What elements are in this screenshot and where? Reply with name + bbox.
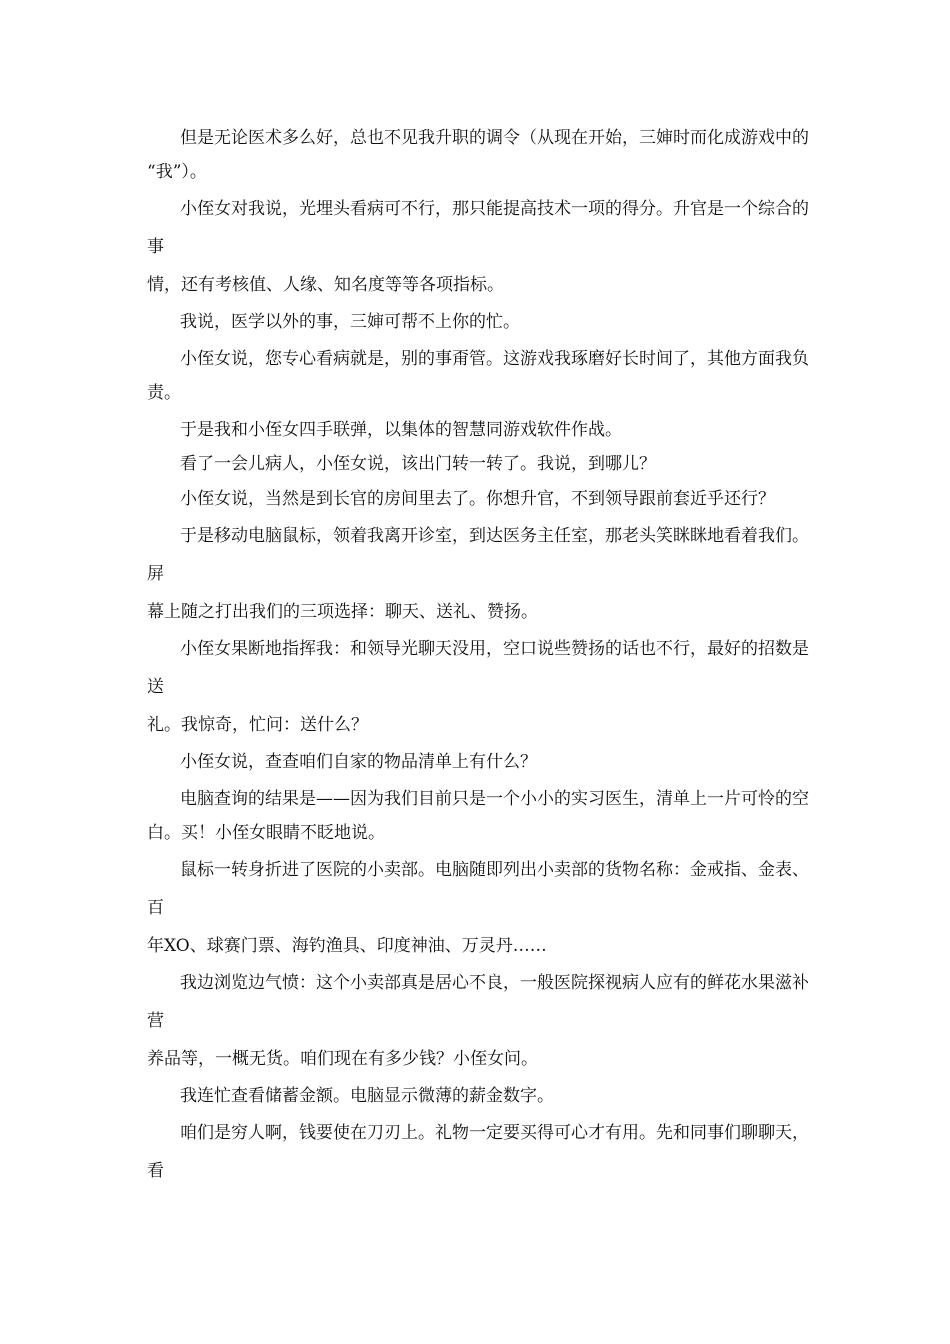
text-line: 鼠标一转身折进了医院的小卖部。电脑随即列出小卖部的货物名称：金戒指、金表、 xyxy=(180,860,809,880)
text-line: 我说，医学以外的事，三婶可帮不上你的忙。 xyxy=(180,312,520,332)
text-line: 我边浏览边气愤：这个小卖部真是居心不良，一般医院探视病人应有的鲜花水果滋补 xyxy=(180,973,809,993)
text-line: 小侄女果断地指挥我：和领导光聊天没用，空口说些赞扬的话也不行，最好的招数是 xyxy=(180,639,809,659)
text-line: 小侄女说，当然是到长官的房间里去了。你想升官，不到领导跟前套近乎还行？ xyxy=(180,489,775,509)
text-line: 屏 xyxy=(147,564,164,584)
text-line: 养品等，一概无货。咱们现在有多少钱？小侄女问。 xyxy=(147,1049,538,1069)
text-line: 看了一会儿病人，小侄女说，该出门转一转了。我说，到哪儿？ xyxy=(180,454,656,474)
text-line: 幕上随之打出我们的三项选择：聊天、送礼、赞扬。 xyxy=(147,602,538,622)
text-line: 电脑查询的结果是——因为我们目前只是一个小小的实习医生，清单上一片可怜的空 xyxy=(180,789,809,809)
text-line: 看 xyxy=(147,1161,164,1181)
text-line: 礼。我惊奇，忙问：送什么？ xyxy=(147,715,368,735)
text-line: 但是无论医术多么好，总也不见我升职的调令（从现在开始，三婶时而化成游戏中的 xyxy=(180,128,809,148)
text-line: “我”）。 xyxy=(147,162,207,182)
text-line: 于是我和小侄女四手联弹，以集体的智慧同游戏软件作战。 xyxy=(180,420,622,440)
text-line: 百 xyxy=(147,898,164,918)
text-line: 白。买！小侄女眼睛不眨地说。 xyxy=(147,823,385,843)
text-line: 事 xyxy=(147,237,164,257)
text-line: 小侄女说，查查咱们自家的物品清单上有什么？ xyxy=(180,752,537,772)
text-line: 责。 xyxy=(147,383,181,403)
text-line: 营 xyxy=(147,1011,164,1031)
text-line: 小侄女说，您专心看病就是，别的事甭管。这游戏我琢磨好长时间了，其他方面我负 xyxy=(180,349,809,369)
text-line: 我连忙查看储蓄金额。电脑显示微薄的薪金数字。 xyxy=(180,1086,554,1106)
text-line: 情，还有考核值、人缘、知名度等等各项指标。 xyxy=(147,275,504,295)
text-line: 送 xyxy=(147,677,164,697)
text-line: 年XO、球赛门票、海钓渔具、印度神油、万灵丹…… xyxy=(147,936,547,956)
text-line: 小侄女对我说，光埋头看病可不行，那只能提高技术一项的得分。升官是一个综合的 xyxy=(180,199,809,219)
text-line: 咱们是穷人啊，钱要使在刀刃上。礼物一定要买得可心才有用。先和同事们聊聊天， xyxy=(180,1123,809,1143)
text-line: 于是移动电脑鼠标，领着我离开诊室，到达医务主任室，那老头笑眯眯地看着我们。 xyxy=(180,526,809,546)
